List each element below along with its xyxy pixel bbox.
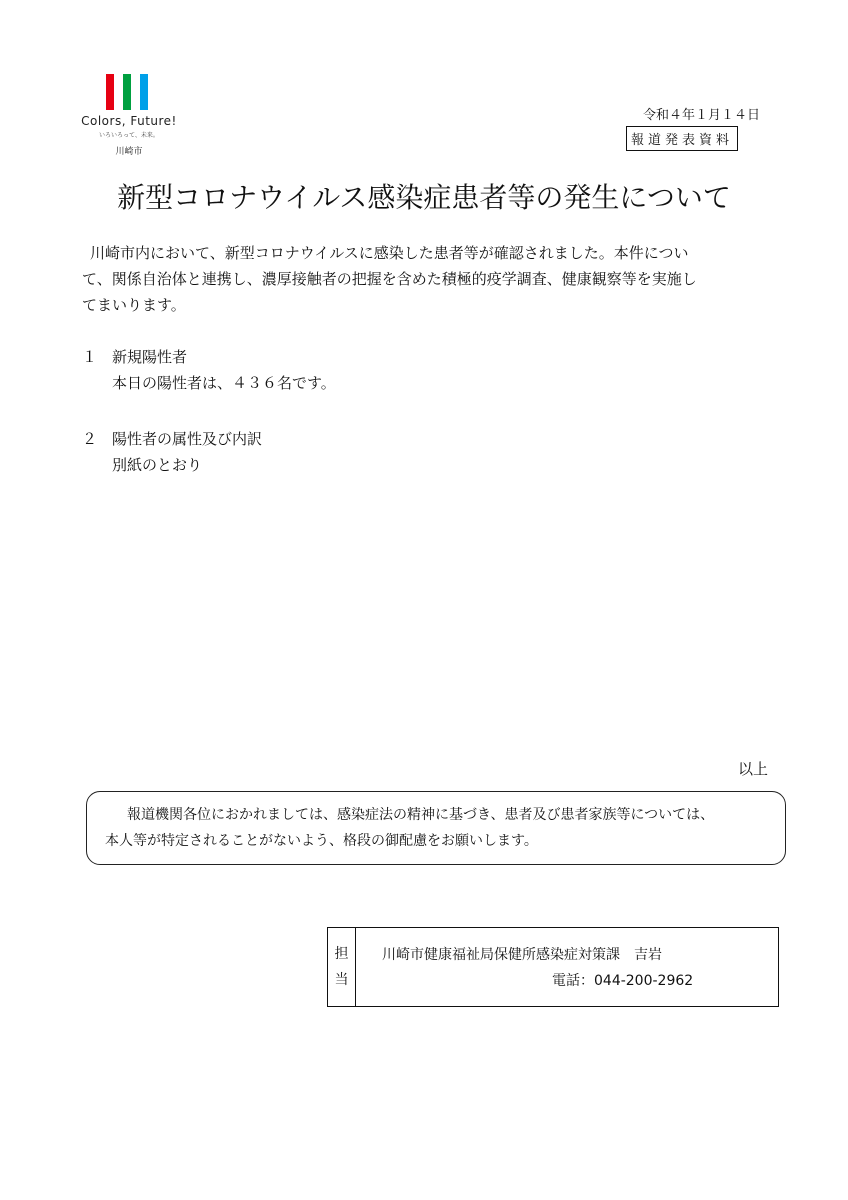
contact-label bbox=[328, 928, 356, 1006]
intro-line: てまいります。 bbox=[82, 296, 186, 314]
logo-bar-blue bbox=[140, 74, 148, 110]
logo-subtitle: いろいろって、未来。 bbox=[99, 132, 159, 139]
logo-slogan: Colors, Future! bbox=[81, 114, 177, 128]
contact-department: 川崎市健康福祉局保健所感染症対策課 吉岩 bbox=[382, 947, 662, 963]
intro-line: 川崎市内において、新型コロナウイルスに感染した患者等が確認されました。本件につい bbox=[90, 244, 689, 262]
section-heading bbox=[82, 346, 187, 367]
logo-bar-green bbox=[123, 74, 131, 110]
logo-bars-icon bbox=[104, 74, 154, 110]
press-release-label: 報道発表資料 bbox=[626, 126, 738, 151]
notice-line: 本人等が特定されることがないよう、格段の御配慮をお願いします。 bbox=[105, 833, 538, 849]
release-date: 令和４年１月１４日 bbox=[642, 108, 760, 123]
city-logo bbox=[74, 74, 184, 164]
section-title: 新規陽性者 bbox=[112, 348, 188, 366]
intro-paragraph bbox=[82, 240, 782, 318]
contact-phone: 電話：044-200-2962 bbox=[552, 973, 694, 989]
logo-city-name: 川崎市 bbox=[115, 147, 143, 157]
section-body: 別紙のとおり bbox=[112, 456, 203, 474]
section-number: ２ bbox=[82, 430, 98, 448]
section-heading bbox=[82, 428, 262, 449]
closing-mark: 以上 bbox=[738, 760, 769, 778]
page-title: 新型コロナウイルス感染症患者等の発生について bbox=[117, 181, 731, 214]
contact-label-top: 担 bbox=[334, 946, 349, 962]
notice-line: 報道機関各位におかれましては、感染症法の精神に基づき、患者及び患者家族等については、 bbox=[127, 807, 715, 823]
logo-bar-red bbox=[106, 74, 114, 110]
media-notice-box bbox=[86, 791, 786, 865]
intro-line: て、関係自治体と連携し、濃厚接触者の把握を含めた積極的疫学調査、健康観察等を実施し bbox=[82, 270, 697, 288]
contact-box bbox=[327, 927, 779, 1007]
contact-details bbox=[356, 928, 778, 1006]
section-title: 陽性者の属性及び内訳 bbox=[112, 430, 263, 448]
section-number: １ bbox=[82, 348, 98, 366]
section-body: 本日の陽性者は、４３６名です。 bbox=[112, 374, 336, 392]
contact-label-bottom: 当 bbox=[334, 972, 349, 988]
